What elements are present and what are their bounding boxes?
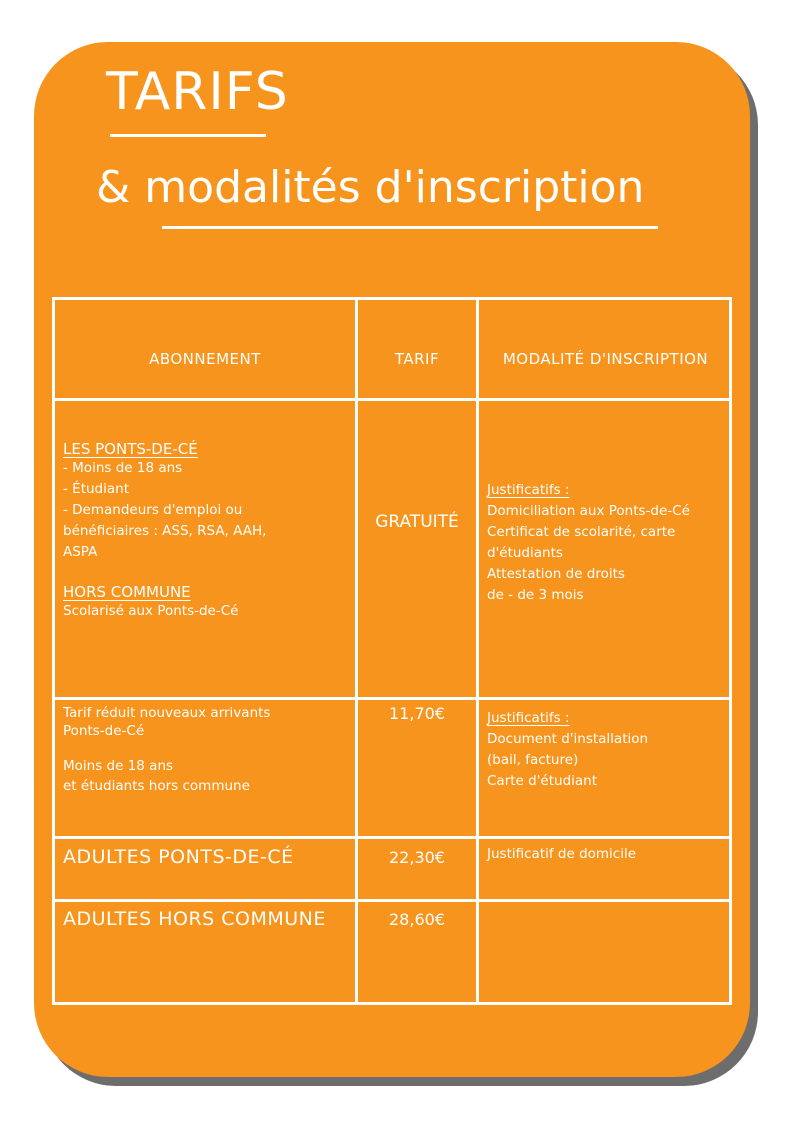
- column-divider: [355, 300, 358, 1002]
- row2-tarif: 11,70€: [389, 704, 445, 723]
- row2-line: Moins de 18 ans: [63, 758, 174, 774]
- row2-abonnement: [63, 704, 351, 796]
- row1-line: - Étudiant: [63, 481, 129, 497]
- row1-line: ASPA: [63, 544, 98, 560]
- column-divider: [476, 300, 479, 1002]
- row-divider: [55, 398, 729, 401]
- justificatifs-label: Justificatifs :: [487, 710, 570, 726]
- row1-tarif: GRATUITÉ: [375, 512, 459, 532]
- modalite-line: Document d'installation: [487, 731, 649, 747]
- row3-modalite: Justificatif de domicile: [487, 846, 637, 862]
- row1-line: - Demandeurs d'emploi ou: [63, 502, 243, 518]
- header-abonnement: ABONNEMENT: [149, 350, 261, 368]
- row4-abonnement: ADULTES HORS COMMUNE: [63, 908, 326, 930]
- modalite-line: (bail, facture): [487, 752, 579, 768]
- row2-line: et étudiants hors commune: [63, 778, 250, 794]
- row4-tarif: 28,60€: [389, 910, 445, 929]
- header-modalite: MODALITÉ D'INSCRIPTION: [502, 350, 709, 368]
- header-tarif: TARIF: [394, 350, 440, 368]
- tarifs-table: [52, 297, 732, 1005]
- modalite-line: Carte d'étudiant: [487, 773, 598, 789]
- page-subtitle: & modalités d'inscription: [96, 162, 645, 213]
- tarifs-card: [34, 42, 750, 1077]
- justificatifs-label: Justificatifs :: [487, 482, 570, 498]
- subtitle-underline: [162, 226, 658, 229]
- modalite-line: de - de 3 mois: [487, 587, 584, 603]
- row1-abonnement: [63, 440, 351, 622]
- row-divider: [55, 697, 729, 700]
- modalite-line: d'étudiants: [487, 545, 563, 561]
- row3-tarif: 22,30€: [389, 848, 445, 867]
- row1-line: Scolarisé aux Ponts-de-Cé: [63, 603, 239, 619]
- modalite-line: Domiciliation aux Ponts-de-Cé: [487, 503, 690, 519]
- row2-modalite: [487, 708, 732, 792]
- row1-line: - Moins de 18 ans: [63, 460, 183, 476]
- section-title-hors-commune: HORS COMMUNE: [63, 583, 191, 601]
- modalite-line: Certificat de scolarité, carte: [487, 524, 676, 540]
- modalite-line: Attestation de droits: [487, 566, 625, 582]
- page-title: TARIFS: [106, 62, 289, 122]
- section-title-ponts-de-ce: LES PONTS-DE-CÉ: [63, 440, 198, 458]
- row3-abonnement: ADULTES PONTS-DE-CÉ: [63, 846, 294, 868]
- row1-modalite: [487, 480, 732, 606]
- row2-line: Ponts-de-Cé: [63, 723, 145, 739]
- title-underline: [110, 134, 266, 137]
- row1-line: bénéficiaires : ASS, RSA, AAH,: [63, 523, 267, 539]
- row2-line: Tarif réduit nouveaux arrivants: [63, 705, 271, 721]
- row-divider: [55, 836, 729, 839]
- row-divider: [55, 899, 729, 902]
